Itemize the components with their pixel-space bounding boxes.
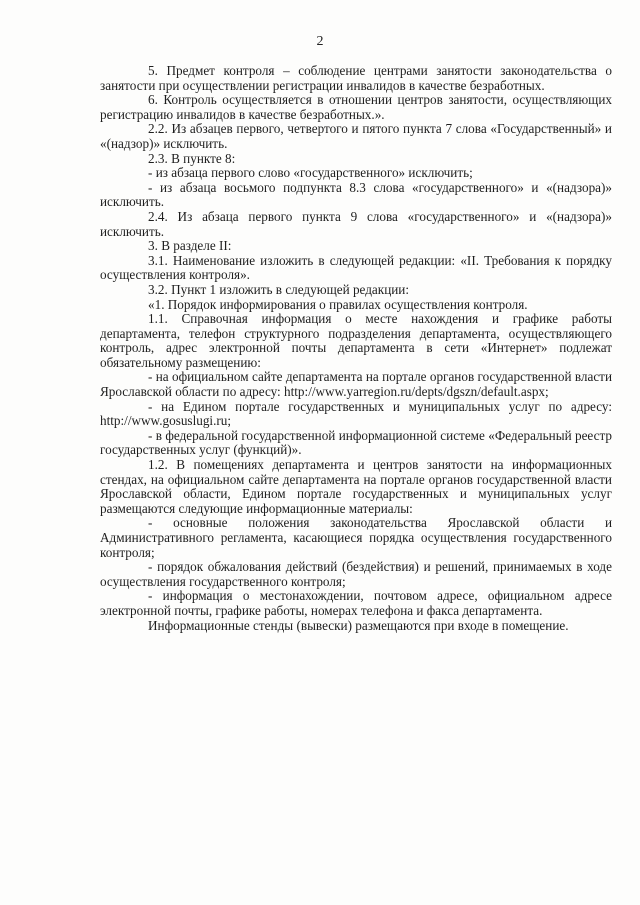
paragraph-1-2-item-2: - порядок обжалования действий (бездействия) и решений, принимаемых в ходе осуществления государственного контроля;	[100, 559, 612, 589]
paragraph-1-2: 1.2. В помещениях департамента и центров занятости на информационных стендах, на официальном сайте департамента на портале органов государственной власти Ярославской области, Едином портале государственных и муниципальных услуг размещаются следующие информационные материалы:	[100, 457, 612, 516]
paragraph-3-1: 3.1. Наименование изложить в следующей редакции: «II. Требования к порядку осуществления контроля».	[100, 252, 612, 283]
paragraph-2-3: 2.3. В пункте 8:	[148, 150, 236, 166]
paragraph-3-2: 3.2. Пункт 1 изложить в следующей редакции:	[148, 281, 410, 297]
paragraph-item-5: 5. Предмет контроля – соблюдение центрами занятости законодательства о занятости при осуществлении регистрации инвалидов в качестве безработных.	[100, 63, 612, 93]
paragraph-3: 3. В разделе II:	[148, 238, 232, 254]
paragraph-1-1: 1.1. Справочная информация о месте нахождения и графике работы департамента, телефон структурного подразделения департамента, осуществляющего контроль, адрес электронной почты департамента в сети «Интернет» подлежат обязательному размещению:	[100, 311, 612, 370]
paragraph-1-1-item-3: - в федеральной государственной информационной системе «Федеральный реестр государственных услуг (функций)».	[100, 427, 612, 458]
paragraph-2-3-item-2: - из абзаца восьмого подпункта 8.3 слова «государственного» и «(надзора)» исключить.	[100, 179, 612, 210]
paragraph-2-2: 2.2. Из абзацев первого, четвертого и пятого пункта 7 слова «Государственный» и «(надзор)» исключить.	[100, 121, 612, 151]
document-body	[100, 64, 612, 633]
paragraph-section-1: «1. Порядок информирования о правилах осуществления контроля.	[148, 296, 528, 312]
paragraph-1-1-item-1: - на официальном сайте департамента на портале органов государственной власти Ярославской области по адресу: http://www.yarregion.ru/depts/dgszn/default.aspx;	[100, 369, 612, 400]
paragraph-2-3-item-1: - из абзаца первого слово «государственного» исключить;	[148, 165, 473, 181]
paragraph-1-2-item-1: - основные положения законодательства Ярославской области и Административного регламента, касающиеся порядка осуществления государственного контроля;	[100, 515, 612, 560]
paragraph-item-6: 6. Контроль осуществляется в отношении центров занятости, осуществляющих регистрацию инвалидов в качестве безработных.».	[100, 92, 612, 122]
paragraph-closing: Информационные стенды (вывески) размещаются при входе в помещение.	[148, 617, 569, 633]
paragraph-1-1-item-2: - на Едином портале государственных и муниципальных услуг по адресу: http://www.gosuslugi.ru;	[100, 398, 612, 429]
page-number: 2	[316, 34, 324, 49]
paragraph-1-2-item-3: - информация о местонахождении, почтовом адресе, официальном адресе электронной почты, графике работы, номерах телефона и факса департамента.	[100, 588, 612, 618]
paragraph-2-4: 2.4. Из абзаца первого пункта 9 слова «государственного» и «(надзора)» исключить.	[100, 208, 612, 239]
